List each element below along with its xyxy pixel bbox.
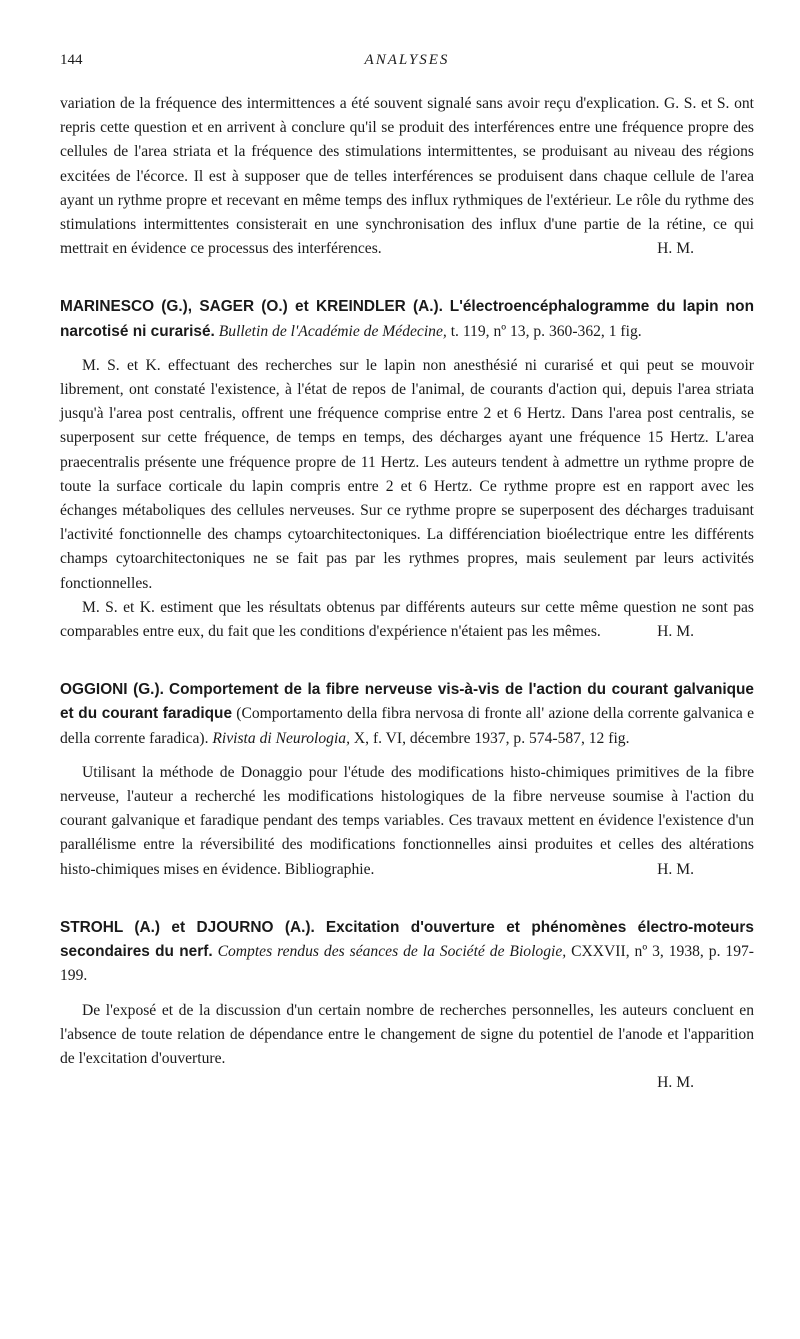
entry-heading: [60, 295, 754, 343]
page-header: [60, 52, 754, 78]
entry-reference: CXXVII, nº 3, 1938, p. 197-199.: [60, 943, 754, 985]
entry-reference: t. 119, nº 13, p. 360-362, 1 fig.: [450, 322, 642, 340]
abstract-entry: [60, 916, 754, 1095]
entry-title: Excitation d'ouverture et phénomènes électro-moteurs secondaires du nerf.: [60, 918, 754, 961]
entry-reference: X, f. VI, décembre 1937, p. 574-587, 12 fig.: [353, 729, 630, 747]
entry-paragraph-text: Utilisant la méthode de Donaggio pour l'étude des modifications histo-chimiques primitives de la fibre nerveuse, l'auteur a recherché les modifications histologiques de la fibre nerveuse soumise à l'action du courant galvanique et faradique pendant des temps variables. Ces travaux mettent en évidence l'existence d'un parallélisme entre la réversibilité des modifications fonctionnelles ainsi produites et celles des altérations histo-chimiques mises en évidence. Bibliographie.: [60, 763, 754, 878]
entry-paragraph: [60, 761, 754, 882]
entry-journal-original-title: (Comportamento della fibra nervosa di fronte all' azione della corrente galvanica e della corrente faradica).: [60, 705, 754, 747]
page-number: 144: [60, 52, 83, 68]
abstract-entry: [60, 678, 754, 882]
entry-paragraph: M. S. et K. effectuant des recherches sur le lapin non anesthésié ni curarisé et qui peut se mouvoir librement, ont constaté l'existence, à l'état de repos de l'animal, de courants d'action qui, depuis l'area striata jusqu'à l'area post centralis, offrent une fréquence comprise entre 2 et 6 Hertz. Dans l'area post centralis, se superposent sur cette fréquence, de temps en temps, des décharges ayant une fréquence 15 Hertz. L'area praecentralis présente une fréquence propre de 11 Hertz. Les auteurs tendent à admettre un rythme propre de toute la surface corticale du lapin compris entre 2 et 6 Hertz. Ce rythme propre est en rapport avec les échanges métaboliques des cellules nerveuses. Sur ce rythme propre se superposent des décharges traduisant l'activité fonctionnelle des champs cytoarchitectoniques. La différenciation bioélectrique entre les différents champs cytoarchitectoniques ne se fait pas par les rythmes propres, mais seulement par leurs activités fonctionnelles.: [60, 356, 754, 592]
entry-journal: Bulletin de l'Académie de Médecine,: [218, 322, 447, 340]
entry-heading: [60, 678, 754, 751]
entry-authors: MARINESCO (G.), SAGER (O.) et KREINDLER (A.).: [60, 298, 443, 316]
intro-text: variation de la fréquence des intermittences a été souvent signalé sans avoir reçu d'explication. G. S. et S. ont repris cette question et en arrivent à conclure qu'il se produit des interférences entre une fréquence propre des cellules de l'area striata et la fréquence des stimulations intermittentes, se produisant au niveau des régions excitées de l'écorce. Il est à supposer que de telles interférences se produisent dans chaque cellule de l'area ayant un rythme propre et recevant en même temps des influx rythmiques de l'extérieur. Le rôle du rythme des stimulations intermittentes consisterait en une synchronisation des influx d'une partie de la rétine, ce qui mettrait en évidence ce processus des interférences.: [60, 95, 754, 258]
entry-title: Comportement de la fibre nerveuse vis-à-vis de l'action du courant galvanique et du courant faradique: [60, 681, 754, 723]
intro-paragraph: [60, 92, 754, 261]
entry-heading: [60, 916, 754, 989]
signature: H. M.: [657, 623, 694, 641]
entry-paragraph: De l'exposé et de la discussion d'un certain nombre de recherches personnelles, les auteurs concluent en l'absence de toute relation de dépendance entre le changement de signe du potentiel de l'anode et l'apparition de l'excitation d'ouverture.: [60, 1001, 754, 1067]
entry-journal: Comptes rendus des séances de la Société de Biologie,: [217, 943, 567, 961]
page-body: [60, 92, 754, 1095]
entry-journal: Rivista di Neurologia,: [212, 729, 350, 747]
entry-title: L'électroencéphalogramme du lapin non narcotisé ni curarisé.: [60, 298, 754, 340]
signature: H. M.: [657, 1074, 694, 1092]
entry-authors: OGGIONI (G.).: [60, 681, 164, 699]
signature: H. M.: [657, 860, 694, 878]
entry-paragraph-text: M. S. et K. estiment que les résultats obtenus par différents auteurs sur cette même question ne sont pas comparables entre eux, du fait que les conditions d'expérience n'étaient pas les mêmes.: [60, 598, 754, 641]
intro-abstract: [60, 92, 754, 261]
entry-authors: STROHL (A.) et DJOURNO (A.).: [60, 918, 315, 936]
abstract-entry: [60, 295, 754, 644]
signature: H. M.: [657, 240, 694, 258]
entry-paragraph: [60, 596, 754, 644]
running-title: ANALYSES: [364, 52, 450, 68]
